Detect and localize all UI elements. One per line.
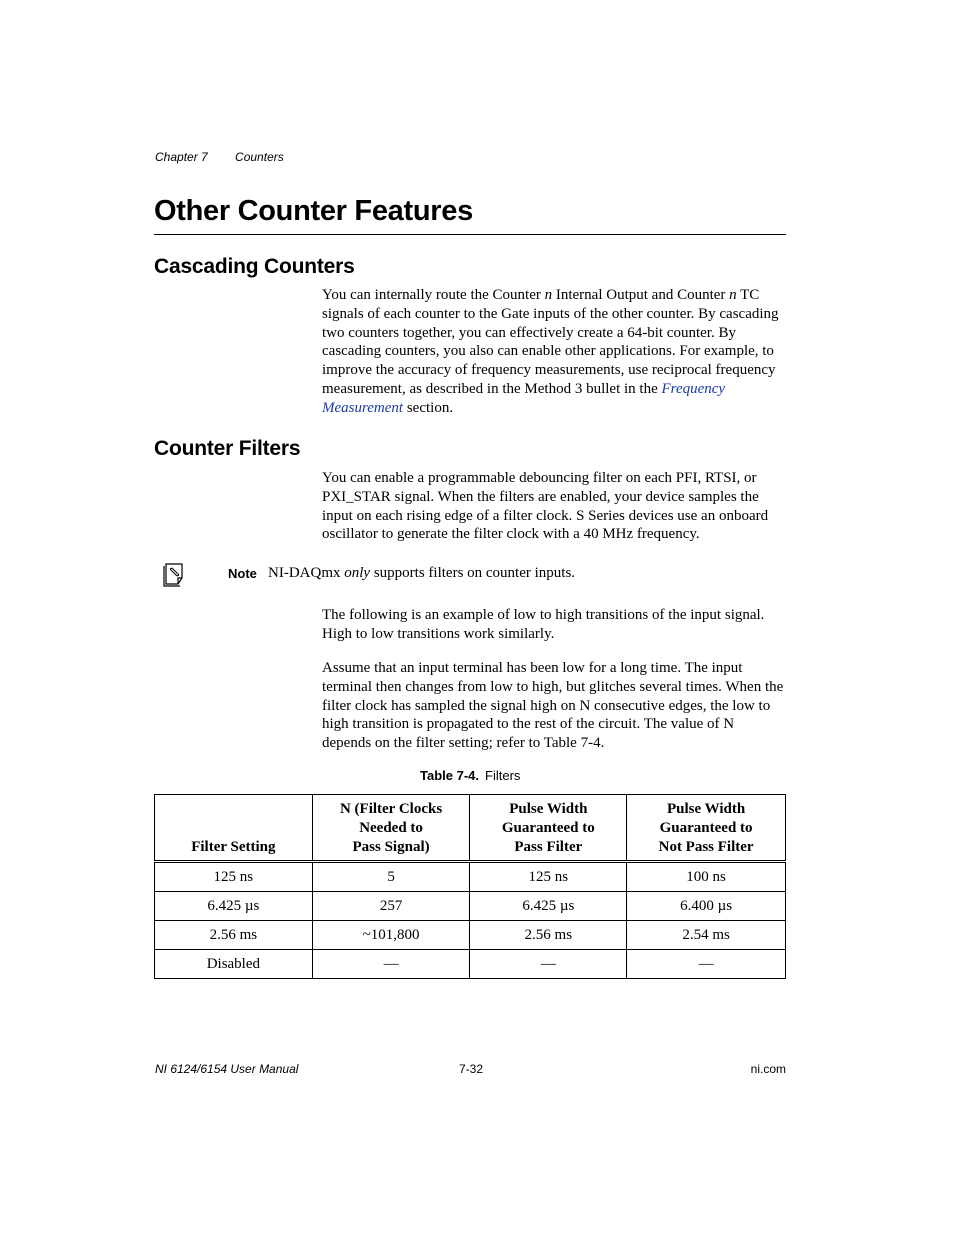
table-cell: Disabled xyxy=(155,950,313,979)
header-line: Pulse Width xyxy=(666,801,746,817)
table-cell: — xyxy=(627,950,786,979)
table-row xyxy=(155,950,786,979)
table-cell: 6.425 µs xyxy=(155,892,313,921)
footer-page-number: 7-32 xyxy=(459,1062,484,1076)
filters-paragraph-1: You can enable a programmable debouncing filter on each PFI, RTSI, or PXI_STAR signal. When the filters are enabled, your device samples the input on each rising edge of a filter clock. S Series devices use an onboard oscillator to generate the filter clock with a 40 MHz frequency. xyxy=(322,470,769,543)
cascading-paragraph xyxy=(322,286,786,418)
heading-counter-filters: Counter Filters xyxy=(154,437,301,460)
header-line: Not Pass Filter xyxy=(658,839,754,855)
header-line: Guaranteed to xyxy=(659,820,753,836)
table-caption-title: Filters xyxy=(485,768,521,783)
table-cell: 2.56 ms xyxy=(155,921,313,950)
table-row xyxy=(155,892,786,921)
header-line: Guaranteed to xyxy=(501,820,595,836)
table-header-row xyxy=(155,795,786,862)
title-rule xyxy=(154,234,786,235)
header-n-filter-clocks xyxy=(312,795,470,862)
text-run: Internal Output and Counter xyxy=(552,287,730,303)
text-run-italic: n xyxy=(544,287,553,303)
table-caption xyxy=(420,768,520,783)
table-cell: 125 ns xyxy=(470,862,627,892)
running-header xyxy=(155,150,284,164)
footer-manual-title: NI 6124/6154 User Manual xyxy=(155,1062,299,1076)
table-cell: ~101,800 xyxy=(312,921,470,950)
header-line: N (Filter Clocks xyxy=(339,801,443,817)
note-icon xyxy=(160,560,190,588)
header-pass-filter xyxy=(470,795,627,862)
table-cell: 100 ns xyxy=(627,862,786,892)
header-line: Pass Signal) xyxy=(352,839,430,855)
header-line: Pulse Width xyxy=(509,801,588,817)
table-cell: 6.400 µs xyxy=(627,892,786,921)
table-cell: 257 xyxy=(312,892,470,921)
header-line: Filter Setting xyxy=(191,839,276,855)
table-cell: 125 ns xyxy=(155,862,313,892)
note-label: Note xyxy=(228,566,257,581)
header-not-pass-filter xyxy=(627,795,786,862)
table-row xyxy=(155,862,786,892)
filters-table xyxy=(154,794,786,979)
footer-website: ni.com xyxy=(750,1062,786,1076)
table-cell: 6.425 µs xyxy=(470,892,627,921)
text-run: TC signals of each counter to the Gate inputs of the other counter. By cascading two counters together, you can effectively create a 64-bit counter. By cascading counters, you also can enable other applications. For example, to improve the accuracy of frequency measurements, use reciprocal frequency measurement, as described in the Method 3 bullet in the xyxy=(322,287,779,397)
header-filter-setting xyxy=(155,795,313,862)
header-line: Pass Filter xyxy=(514,839,583,855)
page-title: Other Counter Features xyxy=(154,195,473,227)
filters-paragraph-2: The following is an example of low to high transitions of the input signal. High to low transitions work similarly. xyxy=(322,607,765,642)
table-cell: 2.56 ms xyxy=(470,921,627,950)
table-cell: — xyxy=(312,950,470,979)
table-cell: — xyxy=(470,950,627,979)
note-text xyxy=(268,565,575,582)
header-line: Needed to xyxy=(359,820,423,836)
text-run: supports filters on counter inputs. xyxy=(370,565,576,581)
table-row xyxy=(155,921,786,950)
table-cell: 2.54 ms xyxy=(627,921,786,950)
table-caption-number: Table 7-4. xyxy=(420,768,480,783)
heading-cascading-counters: Cascading Counters xyxy=(154,255,355,278)
filters-paragraph-3: Assume that an input terminal has been low for a long time. The input terminal then changes from low to high, but glitches several times. When the filter clock has sampled the signal high on N consecutive edges, the low to high transition is propagated to the rest of the circuit. The value of N depends on the filter setting; refer to Table 7-4. xyxy=(322,660,784,752)
chapter-label: Chapter 7 xyxy=(155,150,208,164)
table-cell: 5 xyxy=(312,862,470,892)
text-run-italic: n xyxy=(729,287,737,303)
text-run-italic: only xyxy=(344,565,371,581)
text-run: NI-DAQmx xyxy=(268,565,345,581)
text-run: section. xyxy=(403,399,454,416)
section-label: Counters xyxy=(235,150,284,164)
frequency-measurement-link[interactable]: Frequency Measurement xyxy=(322,380,726,416)
text-run: You can internally route the Counter xyxy=(322,287,545,303)
